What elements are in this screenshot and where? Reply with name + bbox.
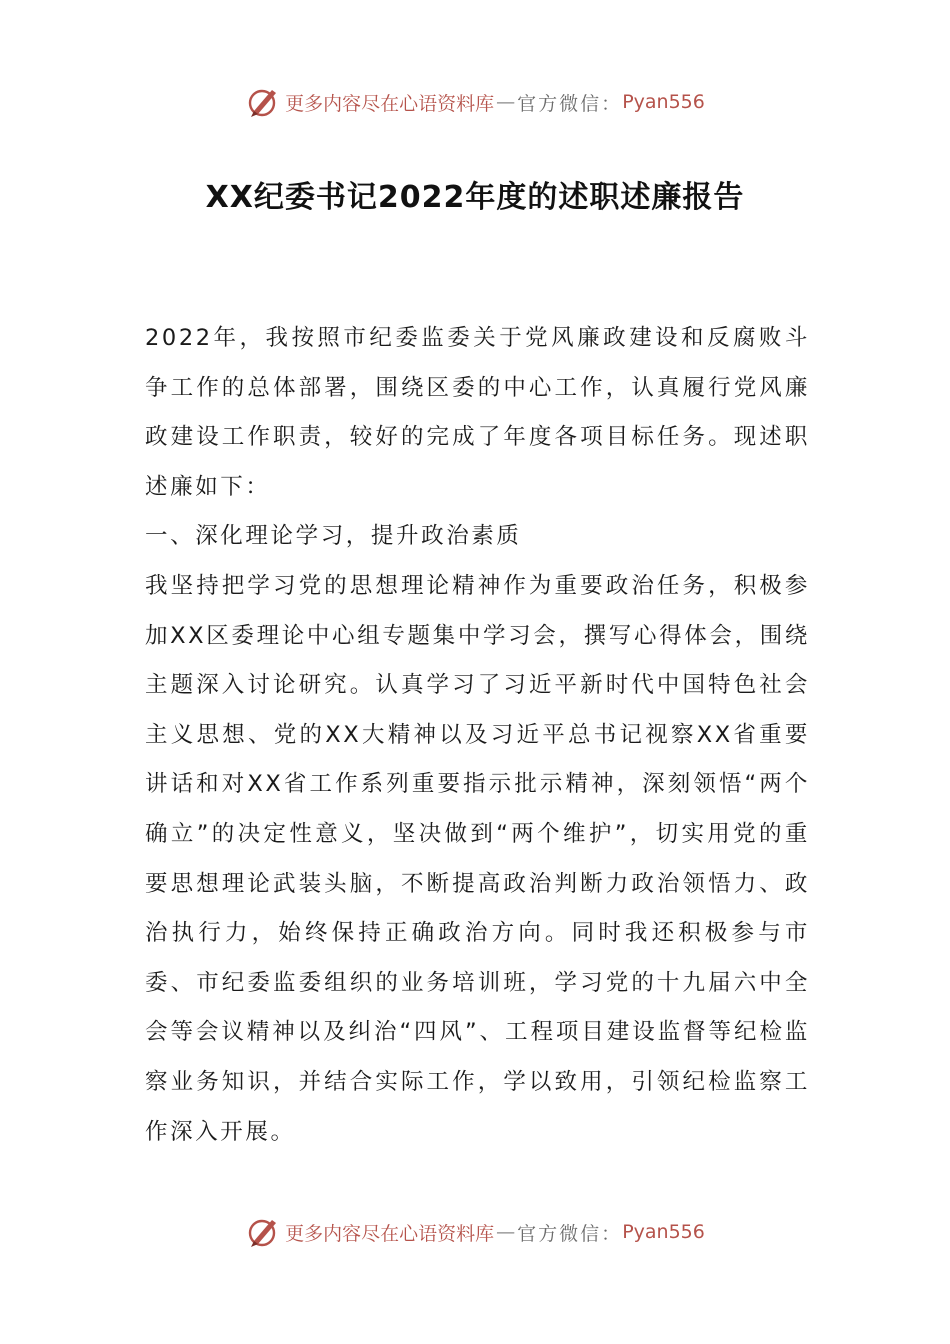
- banner-separator: —: [496, 1221, 516, 1243]
- document-body: [145, 314, 810, 1157]
- banner-main-text: 更多内容尽在心语资料库: [285, 1222, 495, 1245]
- document-title: XX纪委书记2022年度的述职述廉报告: [205, 180, 745, 215]
- banner-main-text: 更多内容尽在心语资料库: [285, 92, 495, 115]
- footer-watermark-banner: [0, 1212, 950, 1252]
- pen-logo-icon: [245, 1214, 281, 1250]
- paragraph-intro: 2022年，我按照市纪委监委关于党风廉政建设和反腐败斗争工作的总体部署，围绕区委的中心工作，认真履行党风廉政建设工作职责，较好的完成了年度各项目标任务。现述职述廉如下：: [145, 325, 810, 500]
- banner-wechat-id: Pyan556: [622, 1221, 705, 1243]
- pen-logo-icon: [245, 84, 281, 120]
- banner-wechat-label: 官方微信：: [517, 92, 623, 115]
- banner-wechat-id: Pyan556: [622, 91, 705, 113]
- paragraph-section-1: 我坚持把学习党的思想理论精神作为重要政治任务，积极参加XX区委理论中心组专题集中学习会，撰写心得体会，围绕主题深入讨论研究。认真学习了习近平新时代中国特色社会主义思想、党的XX大精神以及习近平总书记视察XX省重要讲话和对XX省工作系列重要指示批示精神，深刻领悟“两个确立”的决定性意义，坚决做到“两个维护”，切实用党的重要思想理论武装头脑，不断提高政治判断力政治领悟力、政治执行力，始终保持正确政治方向。同时我还积极参与市委、市纪委监委组织的业务培训班，学习党的十九届六中全会等会议精神以及纠治“四风”、工程项目建设监督等纪检监察业务知识，并结合实际工作，学以致用，引领纪检监察工作深入开展。: [145, 572, 810, 1145]
- header-watermark-banner: [0, 82, 950, 122]
- banner-separator: —: [496, 91, 516, 113]
- section-heading-1: 一、深化理论学习，提升政治素质: [145, 523, 522, 550]
- banner-wechat-label: 官方微信：: [517, 1222, 623, 1245]
